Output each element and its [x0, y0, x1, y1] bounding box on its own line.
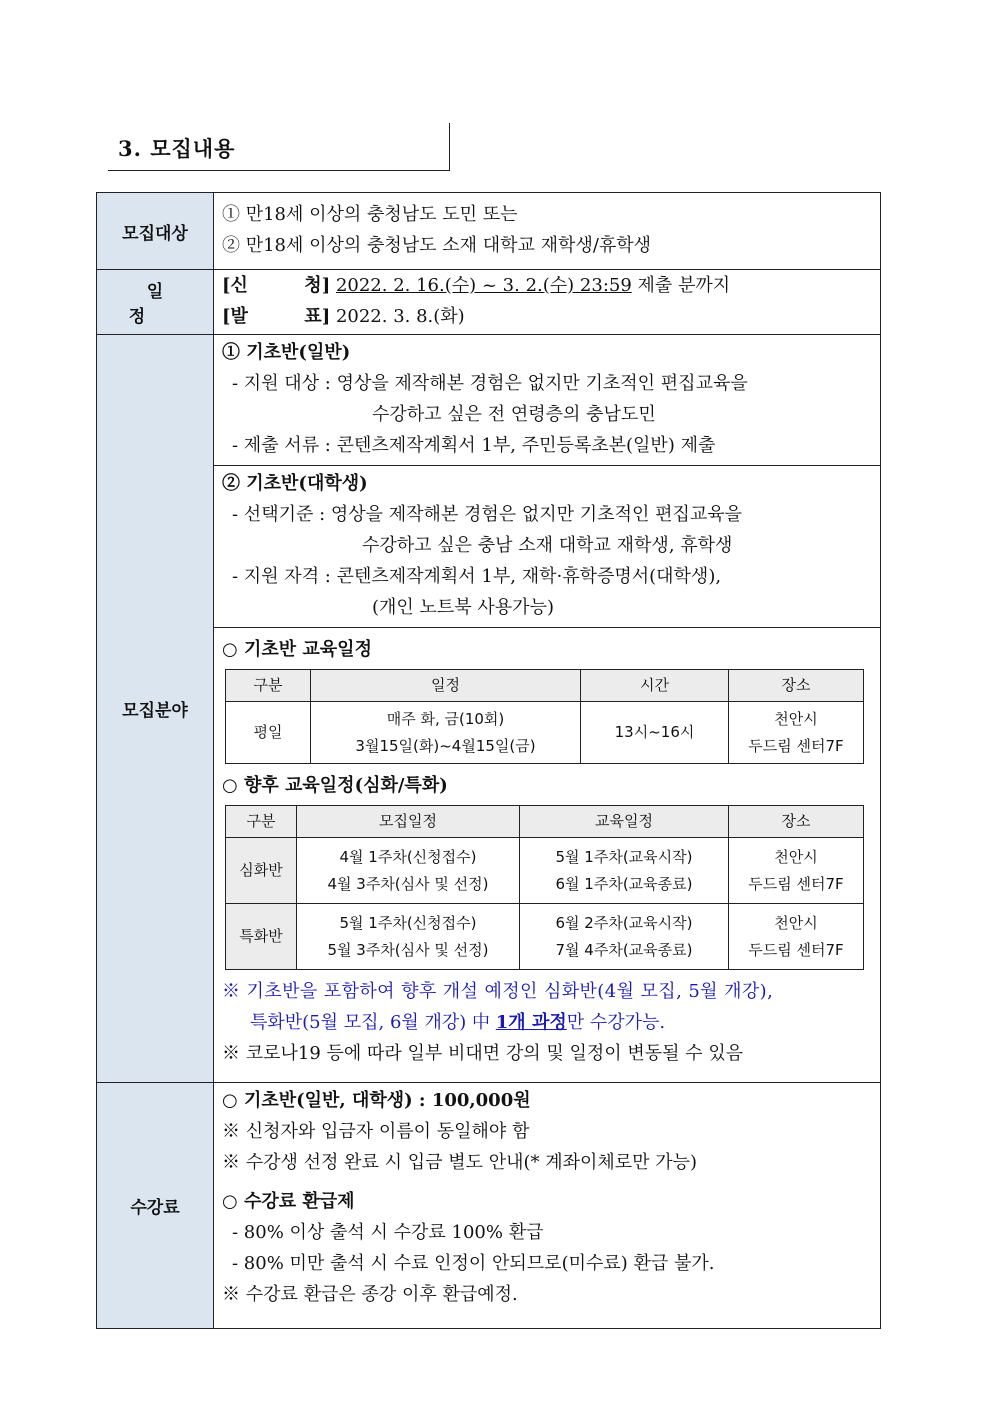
- fs-place-1: 천안시: [774, 913, 818, 932]
- bs-h-place: 장소: [729, 670, 864, 702]
- row-field-general: [97, 335, 881, 466]
- bs-schedule-1: 매주 화, 금(10회): [386, 709, 505, 728]
- row-field-schedules: [97, 628, 881, 1083]
- fs-h-recruit: 모집일정: [297, 806, 520, 838]
- table-row: [226, 702, 864, 764]
- target-line-1: ① 만18세 이상의 충청남도 도민 또는: [222, 204, 518, 225]
- basic-schedule-table: [225, 669, 864, 764]
- bs-schedule-2: 3월15일(화)~4월15일(금): [355, 736, 536, 755]
- label-field: 모집분야: [97, 335, 214, 1083]
- student-title: ② 기초반(대학생): [222, 473, 368, 494]
- schedule-announce: [222, 301, 872, 332]
- fs-recruit-2: 4월 3주차(심사 및 선정): [327, 874, 489, 893]
- note-1b-post: 만 수강가능.: [566, 1012, 666, 1033]
- bs-place-2: 두드림 센터7F: [748, 736, 844, 755]
- note-1b: [222, 1007, 874, 1038]
- fs-place-1: 천안시: [774, 847, 818, 866]
- fs-recruit-2: 5월 3주차(심사 및 선정): [327, 940, 489, 959]
- label-schedule: 일 정: [128, 282, 200, 327]
- bs-type: 평일: [226, 702, 311, 764]
- refund-line-3: ※ 수강료 환급은 종강 이후 환급예정.: [222, 1284, 518, 1305]
- row-schedule: [97, 270, 881, 335]
- label-target: 모집대상: [97, 193, 214, 270]
- target-line-2: ② 만18세 이상의 충청남도 소재 대학교 재학생/휴학생: [222, 235, 652, 256]
- student-line-2: 수강하고 싶은 충남 소재 대학교 재학생, 휴학생: [362, 535, 733, 556]
- bs-h-type: 구분: [226, 670, 311, 702]
- recruitment-table: [96, 192, 881, 1329]
- fs-type: 심화반: [226, 838, 297, 904]
- general-line-3: - 제출 서류 : 콘텐츠제작계획서 1부, 주민등록초본(일반) 제출: [232, 435, 716, 456]
- apply-key: [신 청]: [222, 275, 331, 296]
- apply-suffix: 제출 분까지: [631, 275, 731, 296]
- note-1b-pre: 특화반(5월 모집, 6월 개강) 中: [250, 1012, 496, 1033]
- bs-h-time: 시간: [581, 670, 729, 702]
- bs-place-1: 천안시: [774, 709, 818, 728]
- section-title: 3. 모집내용: [118, 136, 236, 161]
- schedule-apply: [222, 270, 872, 301]
- future-schedule-title: ○ 향후 교육일정(심화/특화): [222, 775, 448, 796]
- student-line-4: (개인 노트북 사용가능): [372, 597, 554, 618]
- fs-place-2: 두드림 센터7F: [748, 940, 844, 959]
- refund-line-2: - 80% 미만 출석 시 수료 인정이 안되므로(미수료) 환급 불가.: [232, 1253, 715, 1274]
- announce-date: 2022. 3. 8.(화): [335, 306, 465, 327]
- fs-place-2: 두드림 센터7F: [748, 874, 844, 893]
- note-1b-em: 1개 과정: [495, 1012, 567, 1033]
- basic-schedule-title: ○ 기초반 교육일정: [222, 639, 372, 660]
- fee-note-1: ※ 신청자와 입금자 이름이 동일해야 함: [222, 1121, 530, 1142]
- fs-h-type: 구분: [226, 806, 297, 838]
- fs-type: 특화반: [226, 904, 297, 970]
- fs-edu-2: 6월 1주차(교육종료): [555, 874, 693, 893]
- fee-note-2: ※ 수강생 선정 완료 시 입금 별도 안내(* 계좌이체로만 가능): [222, 1152, 698, 1173]
- general-line-2: 수강하고 싶은 전 연령층의 충남도민: [372, 404, 656, 425]
- bs-time: 13시~16시: [581, 702, 729, 764]
- fs-h-edu: 교육일정: [520, 806, 729, 838]
- bs-h-schedule: 일정: [311, 670, 581, 702]
- section-title-box: [108, 123, 450, 171]
- fee-title: ○ 기초반(일반, 대학생) : 100,000원: [222, 1090, 531, 1111]
- note-2: ※ 코로나19 등에 따라 일부 비대면 강의 및 일정이 변동될 수 있음: [222, 1043, 744, 1064]
- table-row: [226, 904, 864, 970]
- row-fee: [97, 1083, 881, 1329]
- student-line-1: - 선택기준 : 영상을 제작해본 경험은 없지만 기초적인 편집교육을: [232, 504, 743, 525]
- fs-h-place: 장소: [729, 806, 864, 838]
- note-1a: ※ 기초반을 포함하여 향후 개설 예정인 심화반(4월 모집, 5월 개강),: [222, 981, 774, 1002]
- fs-recruit-1: 5월 1주차(신청접수): [339, 913, 477, 932]
- fs-edu-2: 7월 4주차(교육종료): [555, 940, 693, 959]
- row-target: [97, 193, 881, 270]
- row-field-student: [97, 466, 881, 628]
- refund-line-1: - 80% 이상 출석 시 수강료 100% 환급: [232, 1222, 544, 1243]
- fs-recruit-1: 4월 1주차(신청접수): [339, 847, 477, 866]
- label-fee: 수강료: [97, 1083, 214, 1329]
- future-schedule-table: [225, 805, 864, 970]
- general-line-1: - 지원 대상 : 영상을 제작해본 경험은 없지만 기초적인 편집교육을: [232, 373, 748, 394]
- announce-key: [발 표]: [222, 306, 331, 327]
- apply-date: 2022. 2. 16.(수) ~ 3. 2.(수) 23:59: [335, 275, 632, 296]
- refund-title: ○ 수강료 환급제: [222, 1191, 355, 1212]
- fs-edu-1: 6월 2주차(교육시작): [555, 913, 693, 932]
- fs-edu-1: 5월 1주차(교육시작): [555, 847, 693, 866]
- general-title: ① 기초반(일반): [222, 342, 351, 363]
- student-line-3: - 지원 자격 : 콘텐츠제작계획서 1부, 재학·휴학증명서(대학생),: [232, 566, 722, 587]
- table-row: [226, 838, 864, 904]
